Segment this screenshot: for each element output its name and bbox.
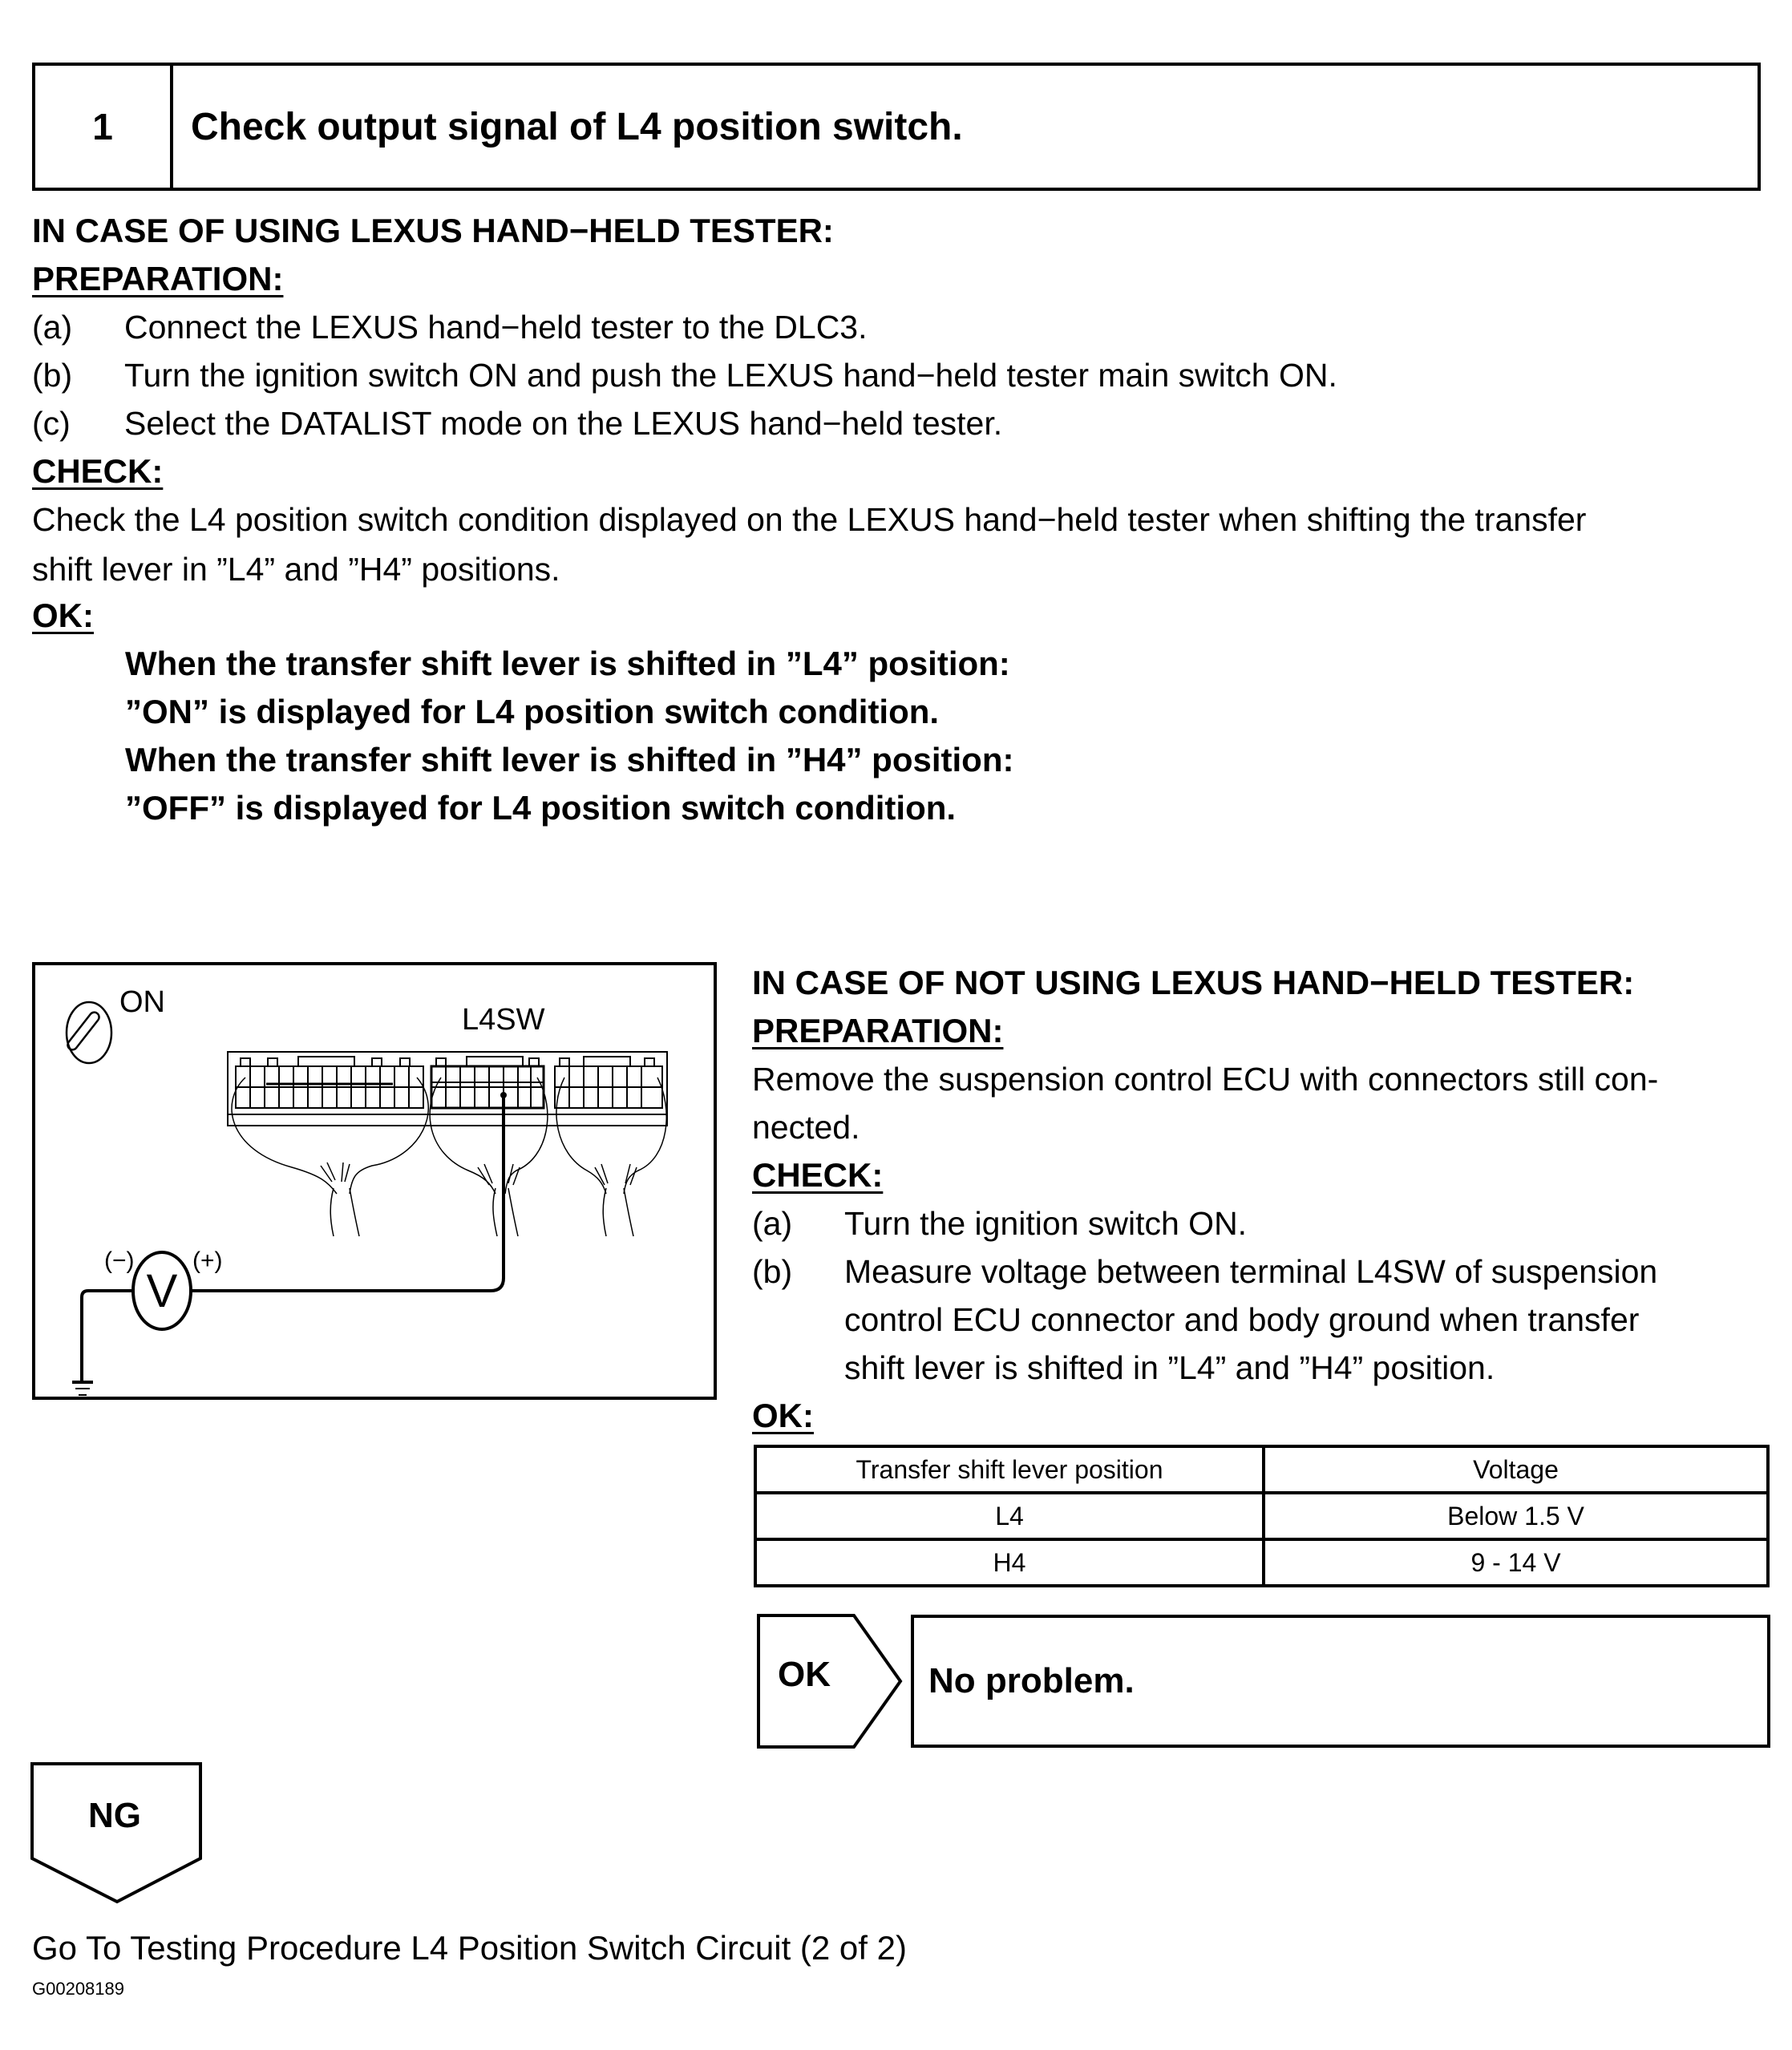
step-title: Check output signal of L4 position switch. [191, 105, 963, 148]
step-text: Turn the ignition switch ON and push the LEXUS hand−held tester main switch ON. [124, 357, 1337, 394]
no-tester-preparation-label: PREPARATION: [752, 1012, 1004, 1049]
voltmeter-symbol: V [146, 1265, 178, 1317]
ok-result-box [911, 1615, 1770, 1748]
probe-lead [82, 1095, 504, 1382]
no-tester-ok-label: OK: [752, 1397, 814, 1434]
no-tester-prep-text: Remove the suspension control ECU with connectors still con- [752, 1061, 1659, 1098]
tester-ok-line: ”OFF” is displayed for L4 position switch condition. [125, 789, 957, 827]
position-cell: L4 [755, 1493, 1264, 1539]
next-procedure-link[interactable]: Go To Testing Procedure L4 Position Switch Circuit (2 of 2) [32, 1929, 907, 1967]
terminal-point [500, 1092, 507, 1098]
step-text: Select the DATALIST mode on the LEXUS hand−held tester. [124, 405, 1003, 442]
tester-ok-line: When the transfer shift lever is shifted in ”H4” position: [125, 741, 1014, 778]
wiring-diagram [32, 962, 717, 1400]
positive-probe-label: (+) [192, 1247, 223, 1274]
position-cell: H4 [755, 1539, 1264, 1586]
step-label: (a) [32, 309, 73, 346]
no-tester-prep-text: nected. [752, 1109, 860, 1146]
table-header-row [755, 1446, 1768, 1493]
ok-result-label: OK [778, 1655, 831, 1694]
tester-section-heading: IN CASE OF USING LEXUS HAND−HELD TESTER: [32, 212, 834, 249]
step-number: 1 [35, 66, 173, 188]
no-tester-check-label: CHECK: [752, 1156, 884, 1194]
tester-preparation-label: PREPARATION: [32, 260, 284, 297]
tester-prep-step [32, 399, 1002, 447]
tester-prep-step [32, 303, 868, 351]
wire-harness [232, 1078, 666, 1236]
step-label: (b) [32, 357, 73, 394]
ng-result-label: NG [88, 1796, 141, 1835]
no-tester-check-step [752, 1199, 1247, 1247]
step-label: (c) [32, 405, 71, 442]
tester-ok-label: OK: [32, 596, 94, 634]
ground-icon [72, 1382, 93, 1395]
tester-ok-line: ”ON” is displayed for L4 position switch condition. [125, 693, 940, 730]
wiring-diagram-svg [35, 965, 714, 1397]
table-row [755, 1493, 1768, 1539]
step-text: Connect the LEXUS hand−held tester to the DLC3. [124, 309, 868, 346]
step-text-continued: shift lever is shifted in ”L4” and ”H4” position. [844, 1349, 1495, 1386]
voltage-cell: Below 1.5 V [1264, 1493, 1768, 1539]
ignition-on-label: ON [119, 985, 165, 1019]
terminal-label: L4SW [462, 1003, 545, 1037]
tester-prep-step [32, 351, 1337, 399]
step-header [32, 63, 1761, 191]
step-text: Turn the ignition switch ON. [844, 1205, 1248, 1242]
figure-id: G00208189 [32, 1979, 124, 1999]
table-row [755, 1539, 1768, 1586]
column-header: Transfer shift lever position [755, 1446, 1264, 1493]
voltage-cell: 9 - 14 V [1264, 1539, 1768, 1586]
tester-ok-line: When the transfer shift lever is shifted in ”L4” position: [125, 645, 1010, 682]
ecu-connector [228, 1052, 667, 1126]
ok-result-text: No problem. [928, 1661, 1135, 1700]
tester-check-label: CHECK: [32, 452, 164, 490]
column-header: Voltage [1264, 1446, 1768, 1493]
step-label: (b) [752, 1253, 793, 1290]
no-tester-section-heading: IN CASE OF NOT USING LEXUS HAND−HELD TESTER: [752, 964, 1635, 1001]
tester-check-text: Check the L4 position switch condition displayed on the LEXUS hand−held tester when shifting the transfer [32, 501, 1587, 538]
step-label: (a) [752, 1205, 793, 1242]
step-text-continued: control ECU connector and body ground when transfer [844, 1301, 1640, 1338]
voltmeter-icon [133, 1252, 191, 1329]
voltage-spec-table [754, 1445, 1770, 1587]
step-text: Measure voltage between terminal L4SW of suspension [844, 1253, 1658, 1290]
tester-check-text: shift lever in ”L4” and ”H4” positions. [32, 551, 560, 588]
no-tester-check-step [752, 1247, 1657, 1296]
ignition-key-icon [66, 1002, 111, 1063]
negative-probe-label: (−) [104, 1247, 135, 1274]
